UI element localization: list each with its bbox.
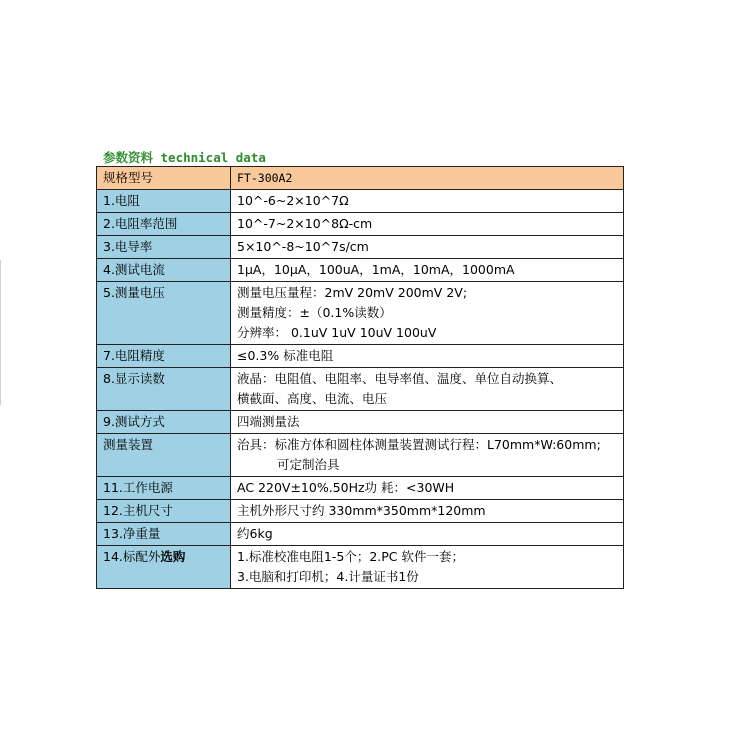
row-label-bold: 选购: [160, 549, 186, 564]
row-label: 7.电阻精度: [97, 345, 231, 368]
value-line-text: 可定制治具: [277, 457, 340, 472]
row-value: ≤0.3% 标准电阻: [231, 345, 624, 368]
value-line: 横截面、高度、电流、电压: [237, 391, 388, 406]
row-value: [231, 282, 624, 345]
row-label: 13.净重量: [97, 523, 231, 546]
row-label: 12.主机尺寸: [97, 500, 231, 523]
row-label: 4.测试电流: [97, 259, 231, 282]
row-value: [231, 368, 624, 411]
row-value: 主机外形尺寸约 330mm*350mm*120mm: [231, 500, 624, 523]
row-value: AC 220V±10%.50Hz功 耗：<30WH: [231, 477, 624, 500]
table-row: [97, 523, 624, 546]
table-row: [97, 259, 624, 282]
row-value: 5×10^-8~10^7s/cm: [231, 236, 624, 259]
left-edge-mark: [0, 260, 1, 405]
table-row: [97, 213, 624, 236]
table-row: [97, 368, 624, 411]
row-value: 约6kg: [231, 523, 624, 546]
page-title: 参数资料 technical data: [103, 150, 266, 165]
row-label: 11.工作电源: [97, 477, 231, 500]
row-label: 9.测试方式: [97, 411, 231, 434]
header-label: 规格型号: [97, 167, 231, 190]
row-label: 8.显示读数: [97, 368, 231, 411]
value-line: 3.电脑和打印机；4.计量证书1份: [237, 569, 419, 584]
value-line: 分辨率： 0.1uV 1uV 10uV 100uV: [237, 325, 437, 340]
table-row: [97, 345, 624, 368]
value-line: 液晶：电阻值、电阻率、电导率值、温度、单位自动换算、: [237, 371, 563, 386]
row-value: 1μA，10μA，100uA，1mA，10mA，1000mA: [231, 259, 624, 282]
row-label: 5.测量电压: [97, 282, 231, 345]
row-label: 1.电阻: [97, 190, 231, 213]
row-value: [231, 546, 624, 589]
value-line: 治具：标准方体和圆柱体测量装置测试行程：L70mm*W:60mm;: [237, 437, 601, 452]
row-value: [231, 434, 624, 477]
table-header-row: [97, 167, 624, 190]
value-line: 测量精度：±（0.1%读数）: [237, 305, 392, 320]
table-row: [97, 411, 624, 434]
row-value: 10^-7~2×10^8Ω-cm: [231, 213, 624, 236]
row-label: [97, 546, 231, 589]
table-row: [97, 546, 624, 589]
row-value: 四端测量法: [231, 411, 624, 434]
value-line: 测量电压量程：2mV 20mV 200mV 2V;: [237, 285, 468, 300]
header-value: FT-300A2: [231, 167, 624, 190]
row-label: 2.电阻率范围: [97, 213, 231, 236]
table-row: [97, 500, 624, 523]
value-line: [237, 455, 619, 475]
table-row: [97, 434, 624, 477]
row-label: 3.电导率: [97, 236, 231, 259]
row-label: 测量装置: [97, 434, 231, 477]
value-line: 1.标准校准电阻1-5个；2.PC 软件一套；: [237, 549, 465, 564]
table-row: [97, 282, 624, 345]
row-value: 10^-6~2×10^7Ω: [231, 190, 624, 213]
spec-table: [96, 166, 624, 589]
row-label-prefix: 14.标配外: [103, 549, 161, 564]
table-row: [97, 477, 624, 500]
table-row: [97, 190, 624, 213]
table-row: [97, 236, 624, 259]
